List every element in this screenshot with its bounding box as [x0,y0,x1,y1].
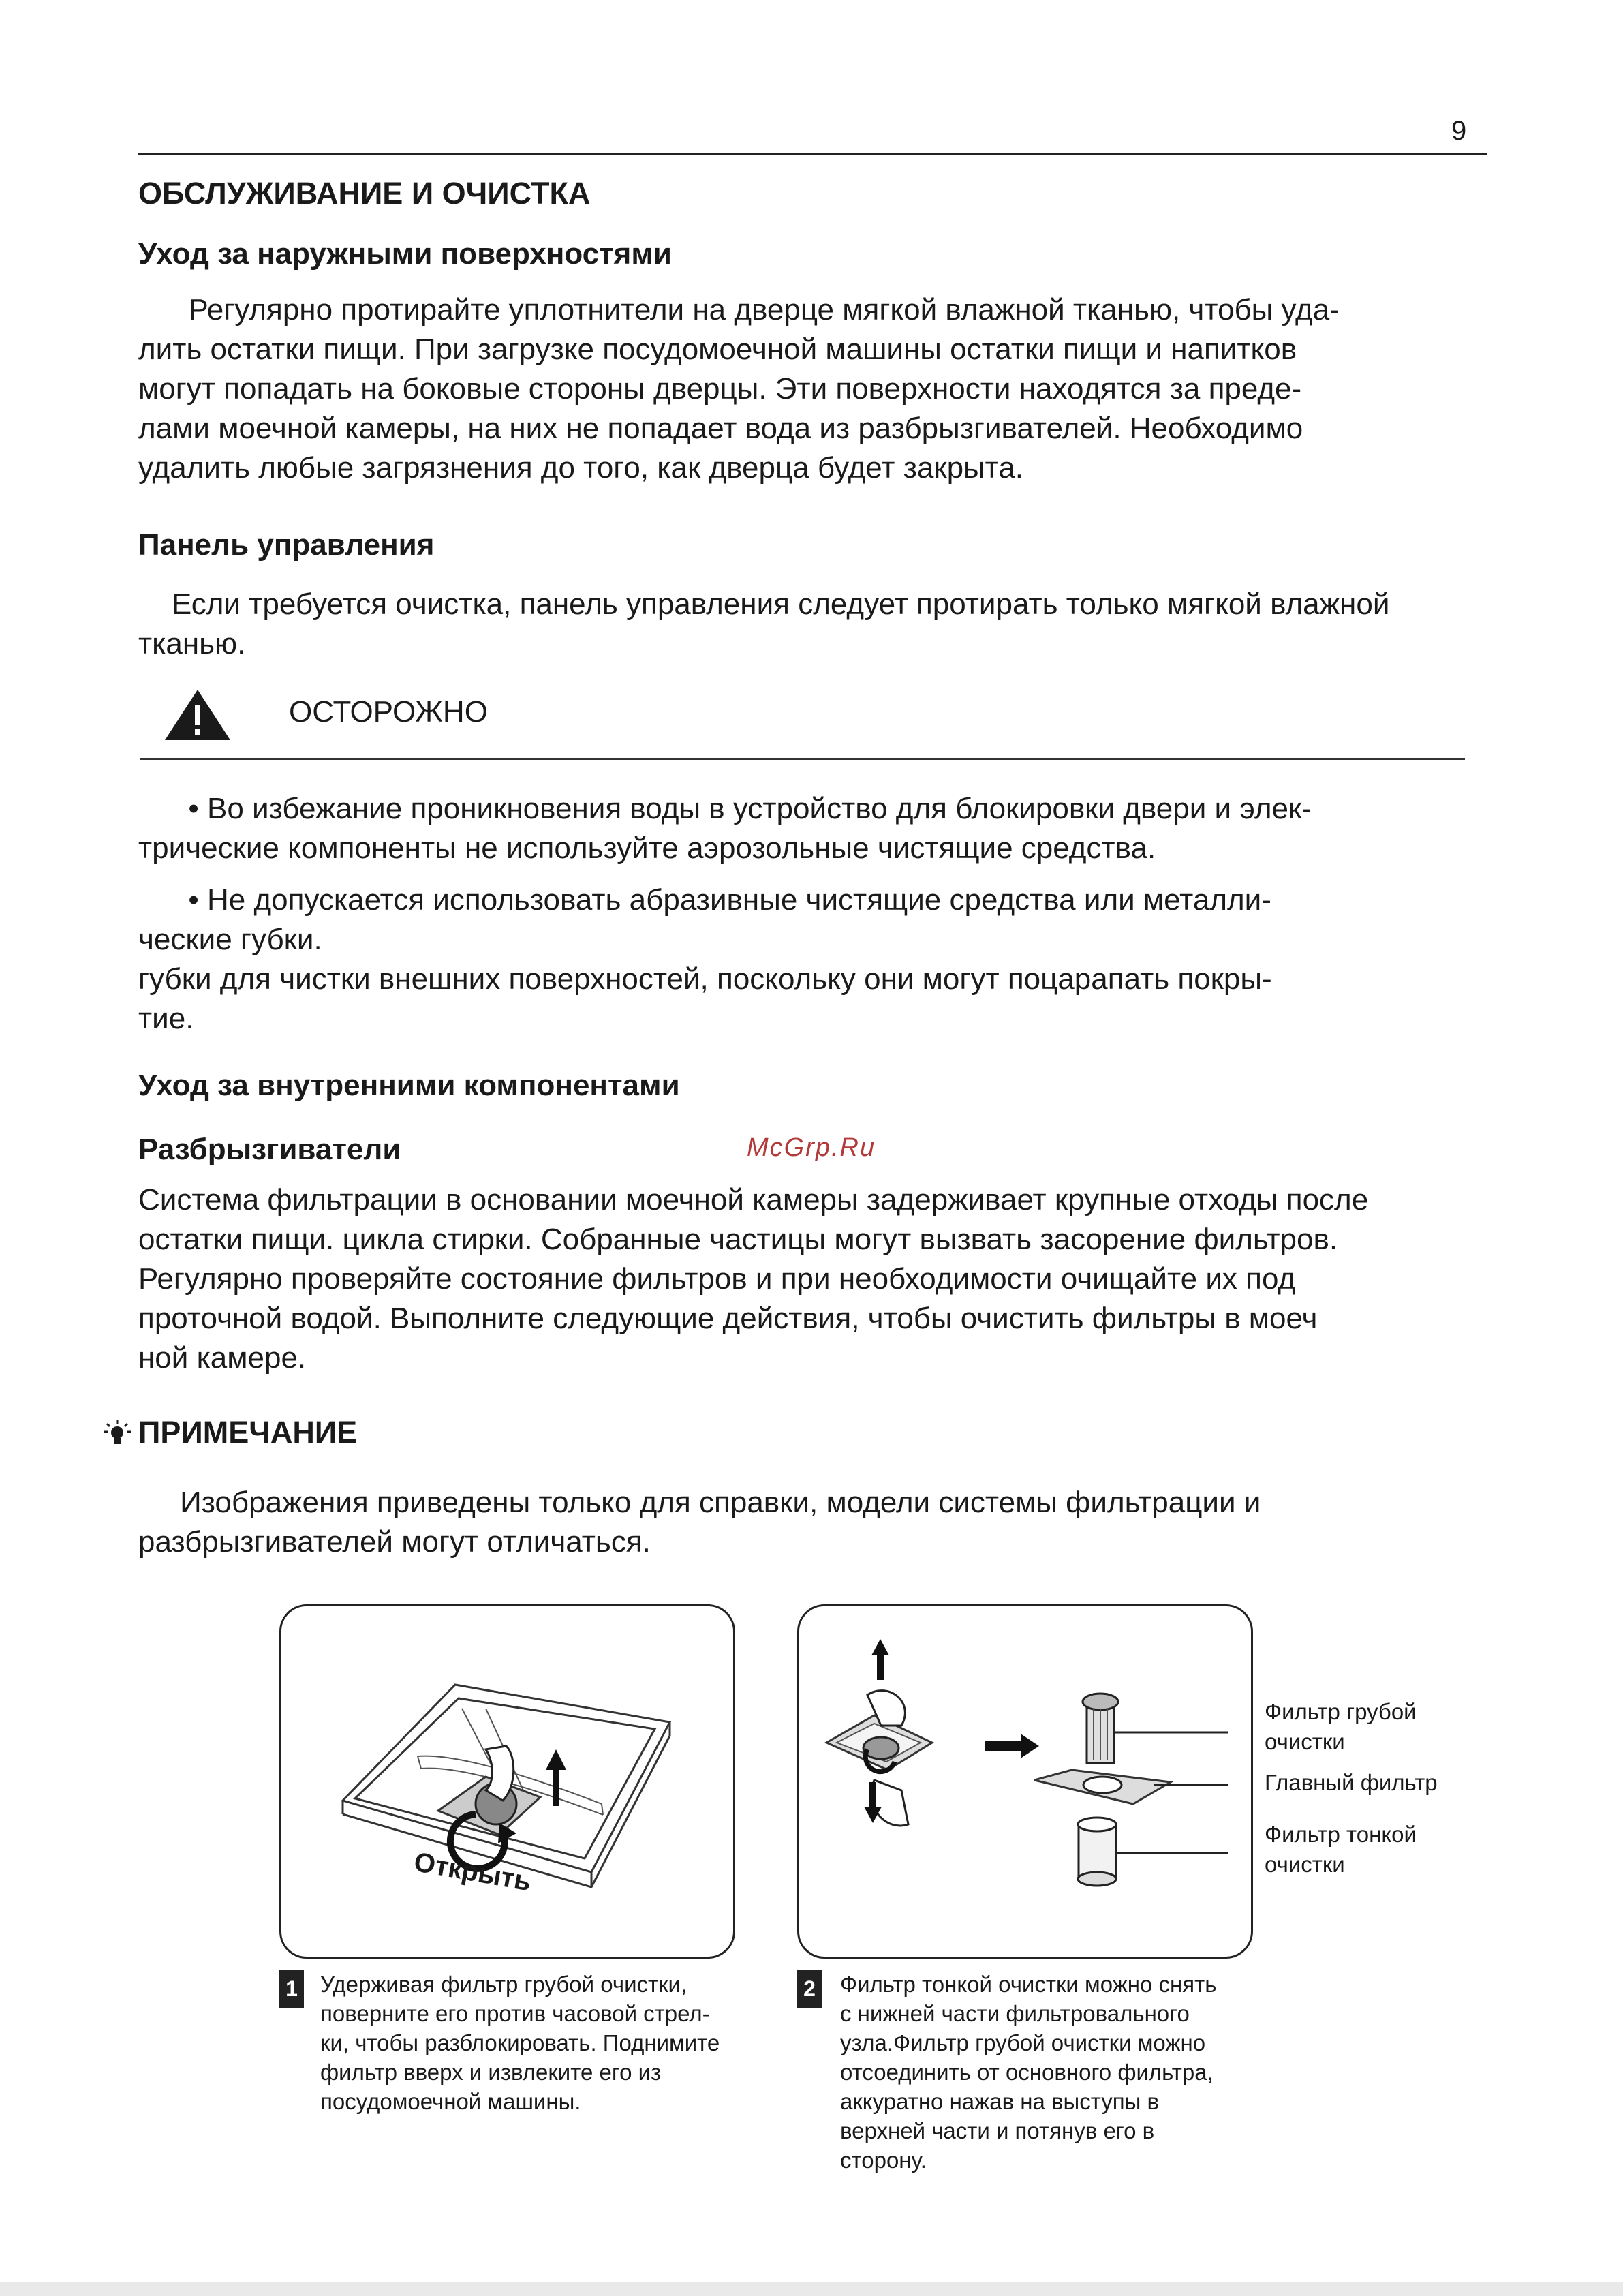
note-line: Изображения приведены только для справки, модели системы фильтрации и [138,1486,1261,1519]
interior-line: Система фильтрации в основании моечной камеры задерживает крупные отходы после [138,1183,1369,1216]
figure2-panel [797,1604,1253,1959]
figure1-caption-line: фильтр вверх и извлеките его из [320,2060,662,2085]
figure1-panel [279,1604,735,1959]
page-bottom-edge [0,2282,1623,2296]
fine-filter-label: Фильтр тонкой [1265,1822,1417,1847]
interior-heading: Уход за внутренними компонентами [138,1069,680,1102]
caution-line: ческие губки. [138,923,322,956]
figure1-caption-line: поверните его против часовой стрел- [320,2001,710,2026]
section-title: ОБСЛУЖИВАНИЕ И ОЧИСТКА [138,176,591,211]
control-panel-heading: Панель управления [138,528,435,562]
control-panel-line: тканью. [138,627,246,660]
figure2-caption-line: верхней части и потянув его в [840,2118,1155,2143]
interior-line: остатки пищи. цикла стирки. Собранные частицы могут вызвать засорение фильтров. [138,1223,1338,1256]
coarse-filter-label: Фильтр грубой [1265,1699,1417,1724]
caution-rule [140,758,1465,760]
coarse-filter-label: очистки [1265,1729,1345,1754]
open-label: Открыть [412,1847,534,1897]
caution-label: ОСТОРОЖНО [289,695,488,729]
interior-paragraph [138,1180,1508,1378]
caution-paragraph [138,789,1494,1039]
exterior-paragraph [138,290,1494,488]
note-line: разбрызгивателей могут отличаться. [138,1525,651,1559]
header-rule [138,153,1487,155]
figure2-caption [840,1970,1317,2175]
figure2-caption-line: узла.Фильтр грубой очистки можно [840,2030,1206,2055]
caution-line: • Во избежание проникновения воды в устройство для блокировки двери и элек- [138,792,1312,825]
figure1-step-badge: 1 [279,1970,304,2008]
figure1-caption [320,1970,784,2116]
exterior-line: удалить любые загрязнения до того, как дверца будет закрыта. [138,451,1024,485]
main-filter-callout: Главный фильтр [1265,1770,1438,1795]
note-title: ПРИМЕЧАНИЕ [138,1415,358,1450]
sprayer-arm-illustration [281,1606,733,1957]
caution-line: • Не допускается использовать абразивные чистящие средства или металли- [138,883,1271,917]
exterior-heading: Уход за наружными поверхностями [138,237,672,271]
interior-line: ной камере. [138,1341,307,1375]
filter-assembly-illustration [799,1606,1251,1957]
control-panel-line: Если требуется очистка, панель управления следует протирать только мягкой влажной [138,587,1390,621]
sprayers-heading: Разбрызгиватели [138,1133,401,1166]
caution-line: тие. [138,1002,194,1035]
fine-filter-label: очистки [1265,1852,1345,1877]
exterior-line: лами моечной камеры, на них не попадает вода из разбрызгивателей. Необходимо [138,412,1303,445]
watermark: McGrp.Ru [747,1133,876,1162]
caution-line: трические компоненты не используйте аэрозольные чистящие средства. [138,831,1156,865]
figure2-caption-line: аккуратно нажав на выступы в [840,2089,1160,2114]
figure2-caption-line: отсоединить от основного фильтра, [840,2060,1214,2085]
figure1-caption-line: ки, чтобы разблокировать. Поднимите [320,2030,720,2055]
figure2-caption-line: сторону. [840,2147,927,2173]
lightbulb-icon [104,1419,131,1446]
coarse-filter-callout [1265,1697,1417,1757]
figure2-caption-line: Фильтр тонкой очистки можно снять [840,1972,1217,1997]
exterior-line: могут попадать на боковые стороны дверцы. Эти поверхности находятся за преде- [138,372,1302,405]
interior-line: проточной водой. Выполните следующие действия, чтобы очистить фильтры в моеч [138,1302,1318,1335]
caution-line: губки для чистки внешних поверхностей, поскольку они могут поцарапать покры- [138,962,1272,996]
note-paragraph [138,1483,1494,1562]
control-panel-paragraph [138,585,1501,664]
fine-filter-callout [1265,1820,1417,1880]
interior-line: Регулярно проверяйте состояние фильтров и при необходимости очищайте их под [138,1262,1296,1296]
warning-icon [164,688,232,741]
figure2-caption-line: с нижней части фильтровального [840,2001,1190,2026]
page-number: 9 [1451,116,1467,146]
exterior-line: лить остатки пищи. При загрузке посудомоечной машины остатки пищи и напитков [138,333,1297,366]
figure1-caption-line: Удерживая фильтр грубой очистки, [320,1972,687,1997]
figure2-step-badge: 2 [797,1970,822,2008]
figure1-caption-line: посудомоечной машины. [320,2089,581,2114]
exterior-line: Регулярно протирайте уплотнители на дверце мягкой влажной тканью, чтобы уда- [138,293,1340,326]
